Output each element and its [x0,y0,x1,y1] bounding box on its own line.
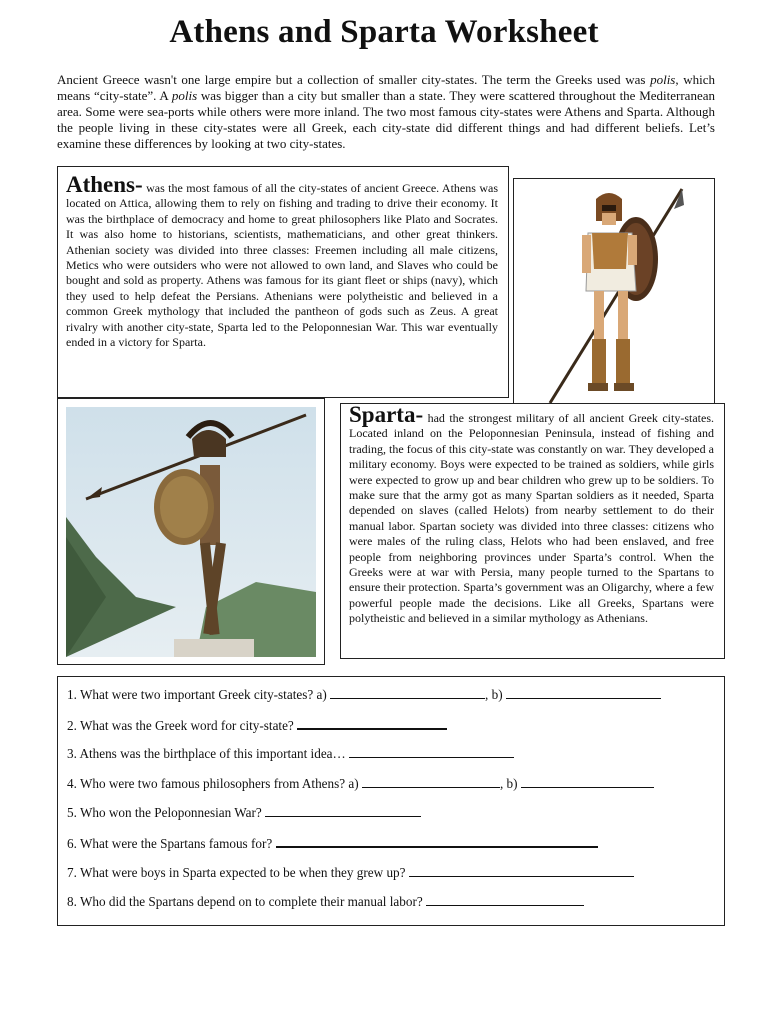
question-5 [67,803,724,833]
intro-polis-2: polis [171,88,198,103]
question-3-text: 3. Athens was the birthplace of this important idea… [67,746,350,762]
answer-2-blank[interactable] [297,715,447,730]
answer-5-blank[interactable] [265,803,421,817]
athens-body: Athens was located on Attica, allowing them to rely on fishing and trading to drive their economy. It was the birthplace of democracy and home to great philosophers like Plato and Socrates. It was also home to historians, scientists, mathematicians, and other great thinkers. Athenian society was divided into three classes: Freemen including all male citizens, Metics who were outsiders who were not allowed to own land, and Slaves who could be bought and sold as property. Athens was famous for its giant fleet or ships (navy), which they used to help defeat the Persians. Athenians were polytheistic and believed in a common Greek mythology that included the pantheon of gods such as Zeus. A great rivalry with another city-state, Sparta led to the Peloponnesian War. This war eventually ended in a victory for Sparta. [66,181,498,350]
intro-paragraph [57,72,715,152]
answer-8-blank[interactable] [426,892,584,906]
athens-lead: was the most famous of all the city-states of ancient Greece. [142,181,440,195]
intro-polis-1: polis [650,72,676,87]
worksheet-title: Athens and Sparta Worksheet [169,14,599,50]
sparta-section [340,403,725,659]
question-4-text: 4. Who were two famous philosophers from Athens? a) [67,775,362,791]
question-1-separator: , b) [485,687,506,702]
intro-text-2: , which means “city-state”. A [57,72,715,103]
answer-1b-blank[interactable] [506,685,661,699]
sparta-heading: Sparta- [349,402,424,427]
answer-1a-blank[interactable] [330,685,485,699]
intro-text-3: was bigger than a city but smaller than a state. They were scattered throughout the Mediterranean area. Some were sea-ports while others were more inland. The two most famous city-states were Athens and Sparta. Although the people living in these city-states were all Greek, each city-state did different things and had different beliefs. Let’s examine these differences by looking at two city-states. [57,88,715,151]
question-2-text: 2. What was the Greek word for city-state? [67,717,298,733]
answer-7-blank[interactable] [409,863,634,877]
athenian-soldier-image [513,178,715,415]
questions-section [57,676,725,926]
sparta-text [349,402,714,627]
question-8 [67,892,724,922]
spartan-statue-image [57,398,325,665]
intro-text-1: Ancient Greece wasn't one large empire but a collection of smaller city-states. The term the Greeks used was [57,72,651,87]
question-6 [67,833,724,863]
question-3 [67,744,724,774]
answer-4a-blank[interactable] [362,774,500,788]
answer-3-blank[interactable] [349,744,514,758]
athens-heading: Athens- [66,172,143,197]
question-2 [67,715,724,745]
sparta-lead: had the strongest military of all ancient Greek city-states. [423,411,714,425]
athens-text [66,172,498,350]
question-7 [67,863,724,893]
question-4 [67,774,724,804]
question-5-text: 5. Who won the Peloponnesian War? [67,805,266,821]
question-4-separator: , b) [499,775,521,791]
question-1 [67,685,724,715]
athens-section [57,166,509,398]
question-7-text: 7. What were boys in Sparta expected to be when they grew up? [67,864,409,880]
question-1-text: 1. What were two important Greek city-states? a) [67,687,331,702]
question-6-text: 6. What were the Spartans famous for? [67,835,276,851]
answer-6-blank[interactable] [276,833,598,848]
question-8-text: 8. Who did the Spartans depend on to complete their manual labor? [67,894,427,910]
answer-4b-blank[interactable] [521,774,654,788]
sparta-body: Located inland on the Peloponnesian Peninsula, instead of fishing and trading, the focus of this city-state was constantly on war. They developed a military economy. Boys were expected to be trained as soldiers, while girls were expected to grow up and bear children who grew up to be soldiers. To make sure that the army got as many Spartan soldiers as it needed, Sparta depended on slaves (called Helots) from nearby settlement to do their manual labor. Spartan society was divided into three classes: citizens who were males of the ruling class, Helots who had been enslaved, and free people from neighboring provinces under Sparta’s control. When the Greeks were at war with Persia, many people turned to the Spartans to ensure their protection. Sparta’s government was an Oligarchy, where a few powerful people made the decisions. Like all Greeks, Spartans were polytheistic and believed in a similar mythology as Athenians. [349,426,714,626]
